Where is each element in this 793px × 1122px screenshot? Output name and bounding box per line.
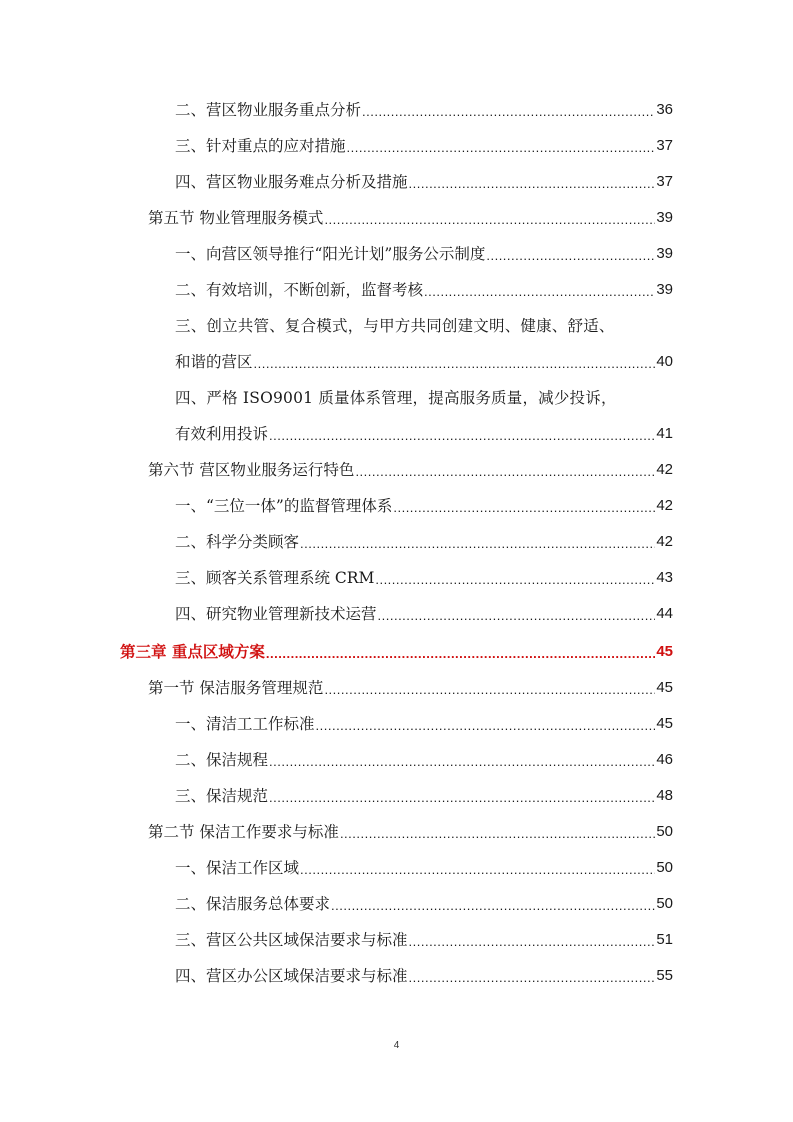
toc-entry-label: 四、严格 ISO9001 质量体系管理，提高服务质量，减少投诉， xyxy=(175,389,617,407)
toc-entry-label: 有效利用投诉 xyxy=(175,425,269,443)
dot-leader xyxy=(424,278,655,302)
toc-entry-page: 39 xyxy=(656,245,673,262)
toc-item-entry[interactable] xyxy=(175,712,673,736)
dot-leader xyxy=(300,530,655,554)
toc-entry-label: 第五节 物业管理服务模式 xyxy=(148,209,324,227)
toc-item-entry[interactable] xyxy=(175,856,673,880)
toc-item-entry[interactable] xyxy=(175,494,673,518)
toc-entry-page: 45 xyxy=(656,643,673,660)
toc-entry-page: 55 xyxy=(656,967,673,984)
dot-leader xyxy=(409,170,656,194)
dot-leader xyxy=(266,640,655,664)
dot-leader xyxy=(355,458,655,482)
dot-leader xyxy=(316,712,656,736)
toc-entry-label: 二、科学分类顾客 xyxy=(175,533,300,551)
toc-entry-page: 39 xyxy=(656,209,673,226)
toc-entry-label: 三、营区公共区域保洁要求与标准 xyxy=(175,931,408,949)
toc-entry-label: 第三章 重点区域方案 xyxy=(120,643,265,661)
toc-item-entry[interactable] xyxy=(175,422,673,446)
dot-leader xyxy=(324,206,655,230)
toc-item-entry[interactable] xyxy=(175,278,673,302)
toc-item-entry[interactable] xyxy=(175,602,673,626)
toc-entry-label: 一、向营区领导推行“阳光计划”服务公示制度 xyxy=(175,245,486,263)
toc-entry-label: 三、顾客关系管理系统 CRM xyxy=(175,569,375,587)
toc-entry-page: 46 xyxy=(656,751,673,768)
toc-chapter-entry[interactable] xyxy=(120,640,673,664)
toc-entry-label: 第二节 保洁工作要求与标准 xyxy=(148,823,339,841)
toc-entry-page: 50 xyxy=(656,859,673,876)
toc-section-entry[interactable] xyxy=(148,820,673,844)
toc-item-entry[interactable] xyxy=(175,98,673,122)
toc-entry-page: 44 xyxy=(656,605,673,622)
toc-entry-label: 一、保洁工作区域 xyxy=(175,859,300,877)
dot-leader xyxy=(393,494,655,518)
toc-entry-label: 二、营区物业服务重点分析 xyxy=(175,101,362,119)
toc-entry-page: 45 xyxy=(656,715,673,732)
dot-leader xyxy=(269,748,655,772)
toc-entry-label: 四、研究物业管理新技术运营 xyxy=(175,605,377,623)
toc-entry-page: 42 xyxy=(656,497,673,514)
toc-entry-page: 51 xyxy=(656,931,673,948)
dot-leader xyxy=(486,242,655,266)
toc-entry-label: 一、“三位一体”的监督管理体系 xyxy=(175,497,393,515)
toc-item-entry[interactable] xyxy=(175,566,673,590)
toc-entry-label: 三、创立共管、复合模式，与甲方共同创建文明、健康、舒适、 xyxy=(175,317,615,335)
toc-entry-page: 37 xyxy=(656,137,673,154)
toc-entry-page: 43 xyxy=(656,569,673,586)
toc-entry-page: 48 xyxy=(656,787,673,804)
toc-entry-page: 41 xyxy=(656,425,673,442)
toc-entry-page: 45 xyxy=(656,679,673,696)
toc-item-entry[interactable] xyxy=(175,928,673,952)
dot-leader xyxy=(375,566,655,590)
dot-leader xyxy=(347,134,656,158)
toc-entry-label: 一、清洁工工作标准 xyxy=(175,715,315,733)
toc-entry-label: 二、有效培训，不断创新，监督考核 xyxy=(175,281,424,299)
toc-entry-label: 第六节 营区物业服务运行特色 xyxy=(148,461,355,479)
toc-item-entry[interactable] xyxy=(175,134,673,158)
toc-item-entry[interactable] xyxy=(175,350,673,374)
dot-leader xyxy=(324,676,655,700)
toc-entry-page: 39 xyxy=(656,281,673,298)
toc-item-entry[interactable] xyxy=(175,314,673,338)
dot-leader xyxy=(254,350,656,374)
toc-item-entry[interactable] xyxy=(175,748,673,772)
toc-item-entry[interactable] xyxy=(175,170,673,194)
dot-leader xyxy=(340,820,655,844)
toc-entry-label: 二、保洁规程 xyxy=(175,751,269,769)
dot-leader xyxy=(409,964,656,988)
toc-entry-label: 第一节 保洁服务管理规范 xyxy=(148,679,324,697)
toc-entry-page: 37 xyxy=(656,173,673,190)
toc-entry-label: 和谐的营区 xyxy=(175,353,253,371)
toc-entry-page: 36 xyxy=(656,101,673,118)
dot-leader xyxy=(331,892,655,916)
page-number: 4 xyxy=(393,1040,400,1051)
toc-entry-label: 三、保洁规范 xyxy=(175,787,269,805)
toc-item-entry[interactable] xyxy=(175,892,673,916)
toc-section-entry[interactable] xyxy=(148,458,673,482)
toc-item-entry[interactable] xyxy=(175,242,673,266)
toc-section-entry[interactable] xyxy=(148,676,673,700)
dot-leader xyxy=(269,422,655,446)
toc-entry-page: 50 xyxy=(656,823,673,840)
toc-entry-label: 二、保洁服务总体要求 xyxy=(175,895,331,913)
toc-section-entry[interactable] xyxy=(148,206,673,230)
dot-leader xyxy=(300,856,655,880)
toc-entry-page: 42 xyxy=(656,533,673,550)
toc-item-entry[interactable] xyxy=(175,964,673,988)
toc-entry-page: 42 xyxy=(656,461,673,478)
toc-entry-page: 40 xyxy=(656,353,673,370)
dot-leader xyxy=(269,784,655,808)
toc-entry-page: 50 xyxy=(656,895,673,912)
toc-entry-label: 三、针对重点的应对措施 xyxy=(175,137,346,155)
dot-leader xyxy=(362,98,655,122)
toc-item-entry[interactable] xyxy=(175,784,673,808)
dot-leader xyxy=(378,602,656,626)
toc-entry-label: 四、营区办公区域保洁要求与标准 xyxy=(175,967,408,985)
toc-entry-label: 四、营区物业服务难点分析及措施 xyxy=(175,173,408,191)
toc-item-entry[interactable] xyxy=(175,530,673,554)
dot-leader xyxy=(409,928,656,952)
toc-item-entry[interactable] xyxy=(175,386,673,410)
